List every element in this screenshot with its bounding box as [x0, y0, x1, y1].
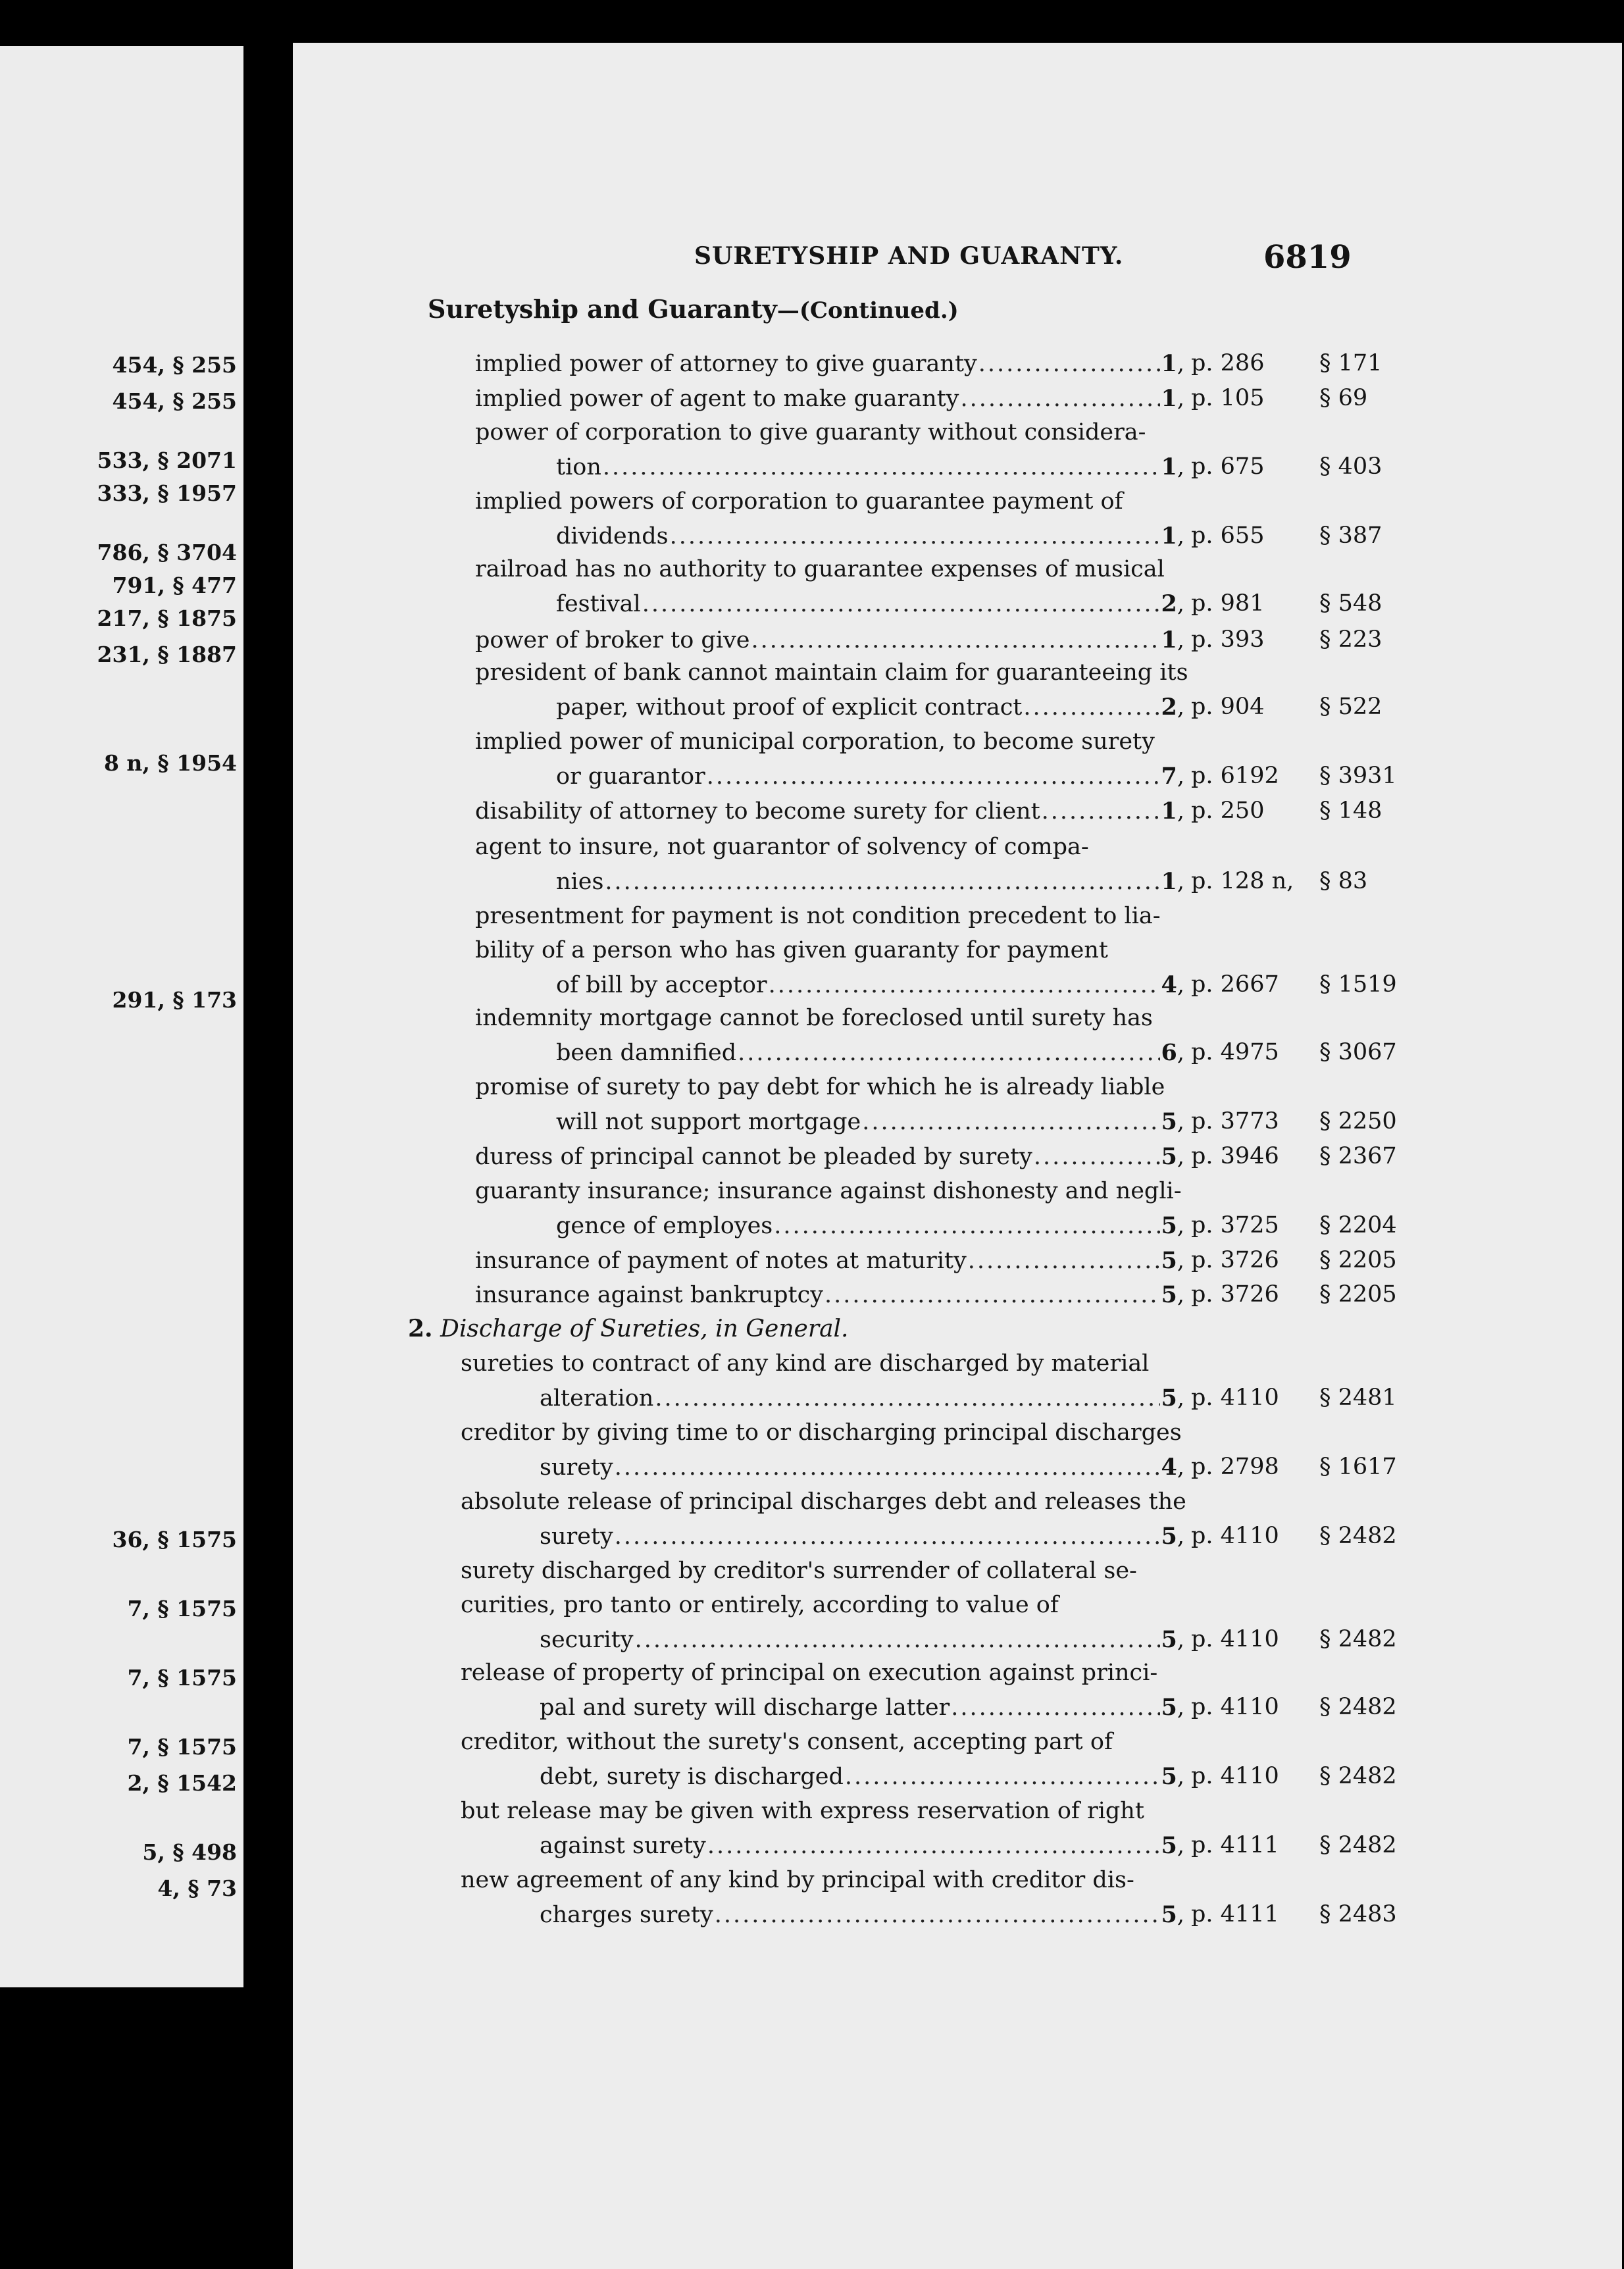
left-page-citation: 791, § 477: [112, 573, 237, 598]
volume-number: 2: [1161, 694, 1177, 721]
entry-text-line: absolute release of principal discharges debt and releases the: [461, 1489, 1186, 1515]
entry-last-line: [556, 870, 1184, 894]
entry-text-line: new agreement of any kind by principal with creditor dis-: [461, 1867, 1134, 1893]
left-page-citation: 36, § 1575: [112, 1527, 237, 1552]
left-page-fragment: [0, 46, 243, 1987]
comma-separator: ,: [1177, 798, 1184, 825]
comma-separator: ,: [1177, 1248, 1184, 1274]
section-reference: § 3067: [1319, 1039, 1397, 1065]
volume-number: 5: [1161, 1626, 1177, 1653]
entry-last-line: [556, 765, 1184, 788]
page-reference: p. 4110: [1191, 1523, 1279, 1549]
page-reference: p. 3773: [1191, 1108, 1279, 1134]
entry-text-line: railroad has no authority to guarantee expenses of musical: [475, 556, 1165, 582]
entry-last-line: [475, 1145, 1184, 1169]
page-reference: p. 4110: [1191, 1763, 1279, 1789]
section-reference: § 2482: [1319, 1694, 1397, 1720]
section-reference: § 2204: [1319, 1212, 1397, 1238]
entry-text-line: president of bank cannot maintain claim for guaranteeing its: [475, 659, 1188, 686]
section-heading: [428, 294, 959, 324]
entry-last-line: [556, 592, 1184, 616]
leader-dots: [960, 388, 1159, 411]
entry-text: insurance against bankruptcy: [475, 1282, 823, 1308]
entry-last-line: [540, 1903, 1184, 1927]
entry-text-line: creditor by giving time to or discharging principal discharges: [461, 1419, 1182, 1446]
entry-last-line: [475, 1283, 1184, 1307]
page-reference: p. 3946: [1191, 1143, 1279, 1169]
volume-number: 5: [1161, 1694, 1177, 1721]
page-reference: p. 105: [1191, 385, 1265, 411]
left-page-citation: 5, § 498: [142, 1839, 237, 1865]
leader-dots: [978, 353, 1160, 376]
comma-separator: ,: [1177, 454, 1184, 480]
subsection-title: Discharge of Sureties, in General.: [440, 1315, 849, 1342]
entry-text: been damnified: [556, 1040, 737, 1066]
left-page-citation: 454, § 255: [112, 352, 237, 378]
subsection-heading: [408, 1315, 848, 1342]
entry-text: festival: [556, 591, 641, 617]
left-page-citation: 217, § 1875: [97, 605, 237, 631]
section-reference: § 83: [1319, 868, 1368, 894]
volume-number: 1: [1161, 868, 1177, 895]
page-reference: p. 675: [1191, 453, 1265, 480]
entry-text: of bill by acceptor: [556, 972, 767, 998]
entry-text-line: promise of surety to pay debt for which he is already liable: [475, 1074, 1165, 1100]
comma-separator: ,: [1177, 523, 1184, 549]
leader-dots: [605, 871, 1159, 894]
section-reference: § 148: [1319, 798, 1383, 824]
section-title: Suretyship and Guaranty: [428, 294, 777, 324]
entry-text: surety: [540, 1523, 613, 1550]
page-reference: p. 904: [1191, 694, 1265, 720]
leader-dots: [951, 1696, 1159, 1720]
section-reference: § 1519: [1319, 971, 1397, 998]
leader-dots: [642, 593, 1160, 616]
leader-dots: [845, 1766, 1160, 1789]
entry-text: debt, surety is discharged: [540, 1764, 844, 1790]
section-reference: § 223: [1319, 626, 1383, 653]
leader-dots: [715, 1904, 1160, 1927]
volume-number: 2: [1161, 590, 1177, 617]
left-page-citation: 231, § 1887: [97, 642, 237, 667]
volume-number: 5: [1161, 1281, 1177, 1308]
comma-separator: ,: [1177, 1385, 1184, 1412]
volume-number: 6: [1161, 1039, 1177, 1066]
entry-text: security: [540, 1627, 634, 1653]
page-reference: p. 4110: [1191, 1626, 1279, 1652]
entry-text: gence of employes: [556, 1213, 773, 1239]
comma-separator: ,: [1177, 1695, 1184, 1721]
section-reference: § 171: [1319, 350, 1383, 376]
entry-last-line: [556, 696, 1184, 719]
entry-text: pal and surety will discharge latter: [540, 1695, 950, 1721]
volume-number: 1: [1161, 385, 1177, 412]
volume-number: 4: [1161, 1454, 1177, 1481]
leader-dots: [635, 1629, 1160, 1652]
entry-text-line: power of corporation to give guaranty without considera-: [475, 419, 1146, 446]
leader-dots: [968, 1250, 1160, 1273]
entry-text-line: surety discharged by creditor's surrender of collateral se-: [461, 1558, 1137, 1584]
left-page-citation: 454, § 255: [112, 388, 237, 414]
section-reference: § 3931: [1319, 763, 1397, 789]
section-reference: § 2250: [1319, 1108, 1397, 1134]
section-reference: § 2482: [1319, 1523, 1397, 1549]
volume-number: 5: [1161, 1212, 1177, 1239]
entry-text: paper, without proof of explicit contract: [556, 694, 1023, 721]
entry-text: power of broker to give: [475, 627, 750, 653]
left-page-citation: 7, § 1575: [127, 1596, 237, 1621]
left-page-citation: 7, § 1575: [127, 1734, 237, 1760]
left-page-citation: 533, § 2071: [97, 447, 237, 473]
left-page-citation: 4, § 73: [157, 1875, 237, 1901]
entry-text: dividends: [556, 523, 669, 549]
leader-dots: [615, 1456, 1160, 1479]
left-page-citation: 7, § 1575: [127, 1665, 237, 1691]
leader-dots: [1023, 696, 1159, 719]
entry-text-line: sureties to contract of any kind are discharged by material: [461, 1350, 1150, 1377]
comma-separator: ,: [1177, 694, 1184, 721]
comma-separator: ,: [1177, 763, 1184, 790]
entry-text: disability of attorney to become surety for client: [475, 798, 1040, 825]
entry-last-line: [556, 1214, 1184, 1238]
comma-separator: ,: [1177, 1902, 1184, 1928]
section-reference: § 2481: [1319, 1385, 1397, 1411]
page-reference: p. 3726: [1191, 1281, 1279, 1308]
leader-dots: [670, 525, 1160, 548]
entry-last-line: [540, 1696, 1184, 1720]
comma-separator: ,: [1177, 1764, 1184, 1790]
entry-last-line: [556, 524, 1184, 548]
entry-last-line: [556, 973, 1184, 997]
volume-number: 5: [1161, 1523, 1177, 1550]
entry-last-line: [556, 455, 1184, 479]
section-reference: § 403: [1319, 453, 1383, 480]
page-reference: p. 4111: [1191, 1832, 1279, 1858]
left-page-citation: 8 n, § 1954: [103, 750, 237, 776]
entry-last-line: [556, 1041, 1184, 1065]
entry-text: against surety: [540, 1833, 706, 1859]
left-page-citation: 291, § 173: [112, 987, 237, 1013]
comma-separator: ,: [1177, 1627, 1184, 1653]
volume-number: 4: [1161, 971, 1177, 998]
volume-number: 1: [1161, 798, 1177, 825]
entry-text-line: implied power of municipal corporation, to become surety: [475, 728, 1155, 755]
entry-last-line: [475, 1249, 1184, 1273]
page-reference: p. 4975: [1191, 1039, 1279, 1065]
leader-dots: [655, 1387, 1159, 1410]
left-page-citation: 333, § 1957: [97, 480, 237, 506]
section-reference: § 2482: [1319, 1626, 1397, 1652]
leader-dots: [825, 1284, 1160, 1307]
volume-number: 7: [1161, 763, 1177, 790]
section-reference: § 522: [1319, 694, 1383, 720]
entry-text: alteration: [540, 1385, 654, 1412]
leader-dots: [603, 456, 1160, 479]
entry-last-line: [540, 1834, 1184, 1858]
comma-separator: ,: [1177, 1523, 1184, 1550]
entry-text: insurance of payment of notes at maturity: [475, 1248, 967, 1274]
page-reference: p. 286: [1191, 350, 1265, 376]
entry-text-line: agent to insure, not guarantor of solvency of compa-: [475, 834, 1089, 860]
volume-number: 5: [1161, 1385, 1177, 1412]
comma-separator: ,: [1177, 1213, 1184, 1239]
comma-separator: ,: [1177, 1454, 1184, 1481]
leader-dots: [774, 1215, 1159, 1238]
page-reference: p. 2667: [1191, 971, 1279, 998]
page-reference: p. 655: [1191, 523, 1265, 549]
entry-text: implied power of attorney to give guaranty: [475, 351, 977, 377]
comma-separator: ,: [1177, 869, 1184, 895]
entry-text: nies: [556, 869, 604, 895]
page-reference: p. 250: [1191, 798, 1265, 824]
volume-number: 5: [1161, 1901, 1177, 1928]
section-reference: § 2482: [1319, 1763, 1397, 1789]
entry-text-line: curities, pro tanto or entirely, according to value of: [461, 1592, 1059, 1618]
leader-dots: [751, 629, 1160, 652]
volume-number: 5: [1161, 1832, 1177, 1859]
entry-last-line: [475, 628, 1184, 652]
section-reference: § 2483: [1319, 1901, 1397, 1927]
volume-number: 1: [1161, 453, 1177, 480]
leader-dots: [769, 974, 1160, 997]
page-reference: p. 128 n,: [1191, 868, 1294, 894]
entry-text-line: release of property of principal on execution against princi-: [461, 1660, 1158, 1686]
page-number: 6819: [1263, 239, 1352, 276]
section-reference: § 387: [1319, 523, 1383, 549]
leader-dots: [1042, 800, 1160, 823]
entry-last-line: [475, 352, 1184, 376]
subsection-number: 2.: [408, 1315, 433, 1342]
comma-separator: ,: [1177, 1144, 1184, 1170]
entry-last-line: [540, 1628, 1184, 1652]
section-reference: § 2205: [1319, 1247, 1397, 1273]
page-reference: p. 3725: [1191, 1212, 1279, 1238]
running-header-title: SURETYSHIP AND GUARANTY.: [694, 242, 1124, 270]
comma-separator: ,: [1177, 386, 1184, 412]
entry-last-line: [475, 387, 1184, 411]
leader-dots: [738, 1042, 1159, 1065]
left-page-citation: 786, § 3704: [97, 540, 237, 565]
volume-number: 1: [1161, 626, 1177, 653]
section-reference: § 2367: [1319, 1143, 1397, 1169]
section-reference: § 69: [1319, 385, 1368, 411]
leader-dots: [707, 765, 1160, 788]
comma-separator: ,: [1177, 351, 1184, 377]
page-reference: p. 393: [1191, 626, 1265, 653]
section-reference: § 2482: [1319, 1832, 1397, 1858]
section-reference: § 1617: [1319, 1454, 1397, 1480]
section-reference: § 548: [1319, 590, 1383, 617]
entry-last-line: [556, 1110, 1184, 1134]
volume-number: 5: [1161, 1247, 1177, 1274]
leader-dots: [862, 1111, 1159, 1134]
comma-separator: ,: [1177, 1833, 1184, 1859]
leader-dots: [615, 1525, 1160, 1548]
entry-text-line: indemnity mortgage cannot be foreclosed until surety has: [475, 1005, 1153, 1031]
volume-number: 5: [1161, 1108, 1177, 1135]
page-reference: p. 2798: [1191, 1454, 1279, 1480]
entry-text: will not support mortgage: [556, 1109, 861, 1135]
leader-dots: [1034, 1146, 1160, 1169]
volume-number: 1: [1161, 523, 1177, 549]
volume-number: 5: [1161, 1143, 1177, 1170]
page-reference: p. 3726: [1191, 1247, 1279, 1273]
entry-last-line: [540, 1525, 1184, 1548]
entry-text: surety: [540, 1454, 613, 1481]
entry-last-line: [540, 1765, 1184, 1789]
entry-text: tion: [556, 454, 601, 480]
comma-separator: ,: [1177, 972, 1184, 998]
comma-separator: ,: [1177, 1282, 1184, 1308]
page-reference: p. 4110: [1191, 1694, 1279, 1720]
comma-separator: ,: [1177, 591, 1184, 617]
entry-last-line: [475, 800, 1184, 823]
volume-number: 5: [1161, 1763, 1177, 1790]
entry-text: implied power of agent to make guaranty: [475, 386, 959, 412]
entry-last-line: [540, 1456, 1184, 1479]
entry-text: duress of principal cannot be pleaded by surety: [475, 1144, 1032, 1170]
volume-number: 1: [1161, 350, 1177, 377]
entry-text-line: but release may be given with express reservation of right: [461, 1798, 1144, 1824]
page-reference: p. 6192: [1191, 763, 1279, 789]
entry-last-line: [540, 1387, 1184, 1410]
entry-text-line: implied powers of corporation to guarantee payment of: [475, 488, 1123, 515]
page-reference: p. 4110: [1191, 1385, 1279, 1411]
entry-text-line: guaranty insurance; insurance against dishonesty and negli-: [475, 1178, 1182, 1204]
section-reference: § 2205: [1319, 1281, 1397, 1308]
left-page-citation: 2, § 1542: [127, 1770, 237, 1796]
entry-text-line: presentment for payment is not condition precedent to lia-: [475, 903, 1161, 929]
page-reference: p. 981: [1191, 590, 1265, 617]
comma-separator: ,: [1177, 1109, 1184, 1135]
leader-dots: [707, 1835, 1160, 1858]
entry-text: charges surety: [540, 1902, 713, 1928]
comma-separator: ,: [1177, 1040, 1184, 1066]
entry-text-line: creditor, without the surety's consent, accepting part of: [461, 1729, 1113, 1755]
section-continued-label: —(Continued.): [776, 297, 959, 324]
page-reference: p. 4111: [1191, 1901, 1279, 1927]
comma-separator: ,: [1177, 627, 1184, 653]
entry-text-line: bility of a person who has given guaranty for payment: [475, 937, 1108, 963]
entry-text: or guarantor: [556, 763, 705, 790]
